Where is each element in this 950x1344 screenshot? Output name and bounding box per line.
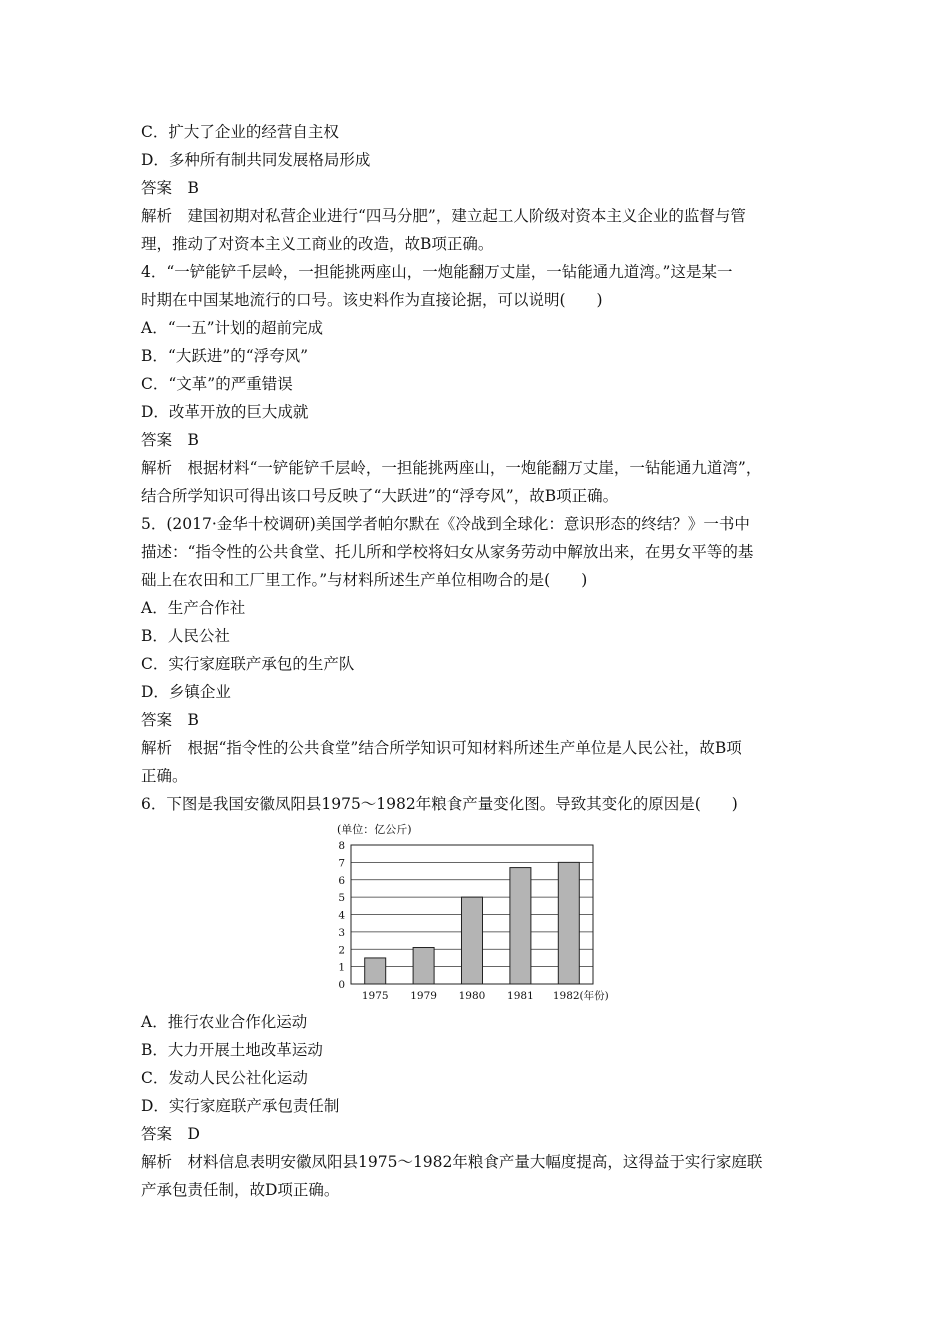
text-line: B．“大跃进”的“浮夸风” [141, 347, 309, 365]
chart-y-tick-label: 8 [338, 840, 345, 852]
text-line: C．“文革”的严重错误 [141, 375, 293, 393]
chart-y-tick-label: 5 [338, 892, 345, 905]
chart-y-tick-label: 7 [338, 857, 345, 870]
chart-x-tick-label: 1979 [410, 990, 437, 1002]
text-line: 6．下图是我国安徽凤阳县1975～1982年粮食产量变化图。导致其变化的原因是( ) [141, 795, 738, 813]
text-line: 描述：“指令性的公共食堂、托儿所和学校将妇女从家务劳动中解放出来，在男女平等的基 [141, 543, 754, 561]
text-line: 解析 材料信息表明安徽凤阳县1975～1982年粮食产量大幅度提高，这得益于实行家庭联 [141, 1153, 763, 1171]
text-line: 4．“一铲能铲千层岭，一担能挑两座山，一炮能翻万丈崖，一钻能通九道湾。”这是某一 [141, 263, 733, 281]
chart-y-tick-label: 3 [338, 926, 345, 939]
text-line: 理，推动了对资本主义工商业的改造，故B项正确。 [141, 235, 494, 253]
text-line: A．生产合作社 [141, 599, 246, 617]
text-line: 答案 B [141, 711, 199, 729]
text-line: D．实行家庭联产承包责任制 [141, 1097, 340, 1115]
text-line: 解析 根据材料“一铲能铲千层岭，一担能挑两座山，一炮能翻万丈崖，一钻能通九道湾”， [141, 459, 762, 477]
chart-y-tick-label: 2 [338, 944, 345, 957]
chart-x-tick-label: 1981 [507, 990, 534, 1002]
chart-unit-label: (单位：亿公斤) [337, 823, 412, 836]
text-line: D．乡镇企业 [141, 683, 231, 701]
text-line: D．多种所有制共同发展格局形成 [141, 151, 371, 169]
text-line: 答案 D [141, 1125, 200, 1143]
text-line: D．改革开放的巨大成就 [141, 403, 309, 421]
text-line: 产承包责任制，故D项正确。 [141, 1181, 340, 1199]
text-line: C．实行家庭联产承包的生产队 [141, 655, 355, 673]
text-line: C．扩大了企业的经营自主权 [141, 123, 339, 141]
text-line: B．大力开展土地改革运动 [141, 1041, 323, 1059]
chart-y-tick-label: 4 [338, 909, 345, 922]
text-line: 础上在农田和工厂里工作。”与材料所述生产单位相吻合的是( ) [141, 571, 588, 589]
chart-bar [558, 862, 579, 984]
chart-bar [413, 948, 434, 984]
text-line: A．“一五”计划的超前完成 [141, 319, 324, 337]
chart-y-tick-label: 1 [338, 961, 345, 974]
chart-bar [365, 958, 386, 984]
text-line: 解析 根据“指令性的公共食堂”结合所学知识可知材料所述生产单位是人民公社，故B项 [141, 739, 742, 757]
text-line: B．人民公社 [141, 627, 230, 645]
text-line: 5．(2017·金华十校调研)美国学者帕尔默在《冷战到全球化：意识形态的终结？》一书中 [141, 515, 750, 533]
chart-svg [325, 818, 665, 1008]
grain-output-bar-chart [325, 818, 665, 1008]
chart-x-tick-label: 1975 [361, 990, 389, 1002]
text-line: 答案 B [141, 431, 199, 449]
text-line: 答案 B [141, 179, 199, 197]
text-line: A．推行农业合作化运动 [141, 1013, 308, 1031]
chart-bar [510, 868, 531, 984]
text-line: 正确。 [141, 767, 188, 785]
chart-y-tick-label: 0 [338, 979, 345, 991]
chart-y-tick-label: 6 [338, 874, 345, 887]
text-line: 时期在中国某地流行的口号。该史料作为直接论据，可以说明( ) [141, 291, 603, 309]
text-line: 结合所学知识可得出该口号反映了“大跃进”的“浮夸风”，故B项正确。 [141, 487, 619, 505]
chart-x-tick-label: 1980 [458, 990, 486, 1002]
chart-x-tick-label: 1982(年份) [552, 990, 609, 1002]
text-line: 解析 建国初期对私营企业进行“四马分肥”，建立起工人阶级对资本主义企业的监督与管 [141, 207, 746, 225]
chart-bar [462, 897, 483, 984]
text-line: C．发动人民公社化运动 [141, 1069, 308, 1087]
